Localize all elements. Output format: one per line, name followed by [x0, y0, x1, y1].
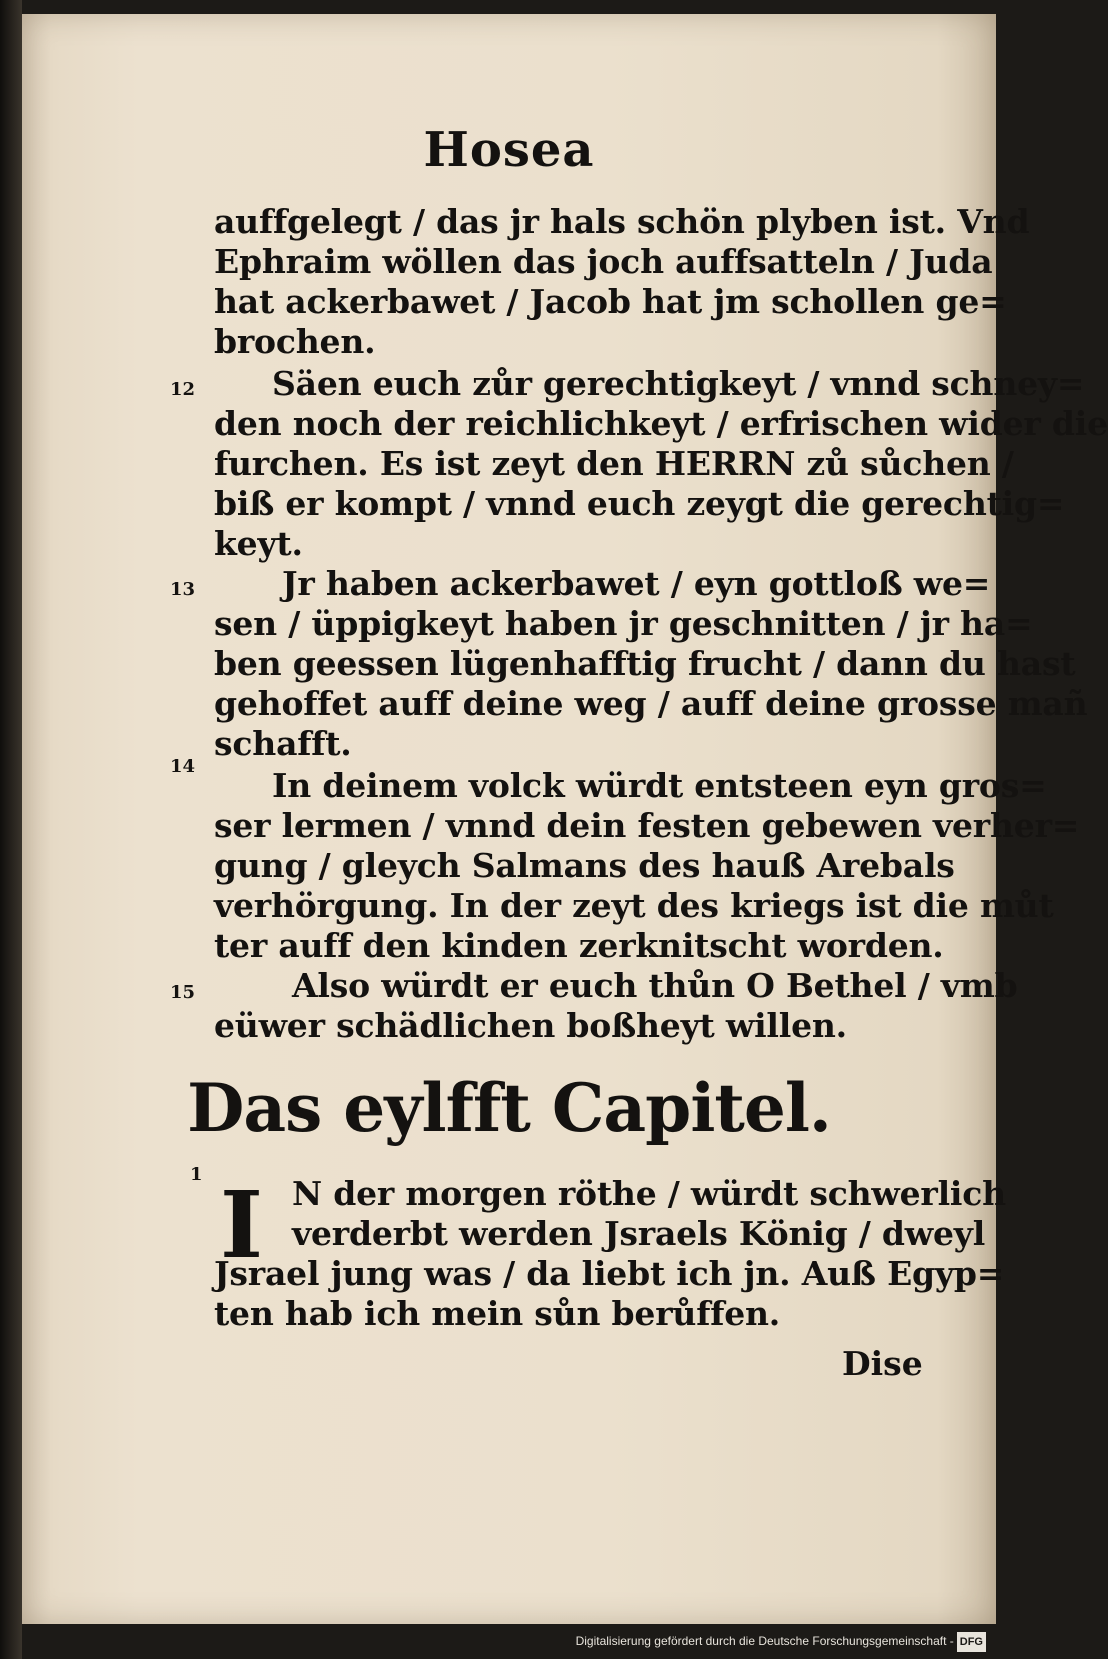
verse-number: 14: [170, 756, 196, 777]
text-line: Jsrael jung was / da liebt ich jn. Auß Egyp=: [214, 1254, 1005, 1293]
running-header: Hosea: [423, 122, 595, 178]
text-line: keyt.: [214, 524, 303, 563]
text-line: den noch der reichlichkeyt / erfrischen wider die: [214, 404, 1108, 443]
text-line: verhörgung. In der zeyt des kriegs ist die můt: [214, 886, 1054, 925]
footer-text: Digitalisierung gefördert durch die Deutsche Forschungsgemeinschaft -: [575, 1634, 954, 1648]
text-line: In deinem volck würdt entsteen eyn gros=: [272, 766, 1047, 805]
text-line: verderbt werden Jsraels König / dweyl: [292, 1214, 986, 1253]
book-page: [22, 14, 1108, 1624]
catchword: Dise: [842, 1344, 923, 1383]
page-text: [22, 14, 1108, 1624]
decorated-initial: I: [220, 1171, 264, 1279]
funding-footer: [576, 1631, 986, 1651]
text-line: Also würdt er euch thůn O Bethel / vmb: [292, 966, 1018, 1005]
verse-number: 1: [190, 1164, 203, 1185]
text-line: ten hab ich mein sůn berůffen.: [214, 1294, 781, 1333]
text-line: ben geessen lügenhafftig frucht / dann du hast: [214, 644, 1076, 683]
text-line: hat ackerbawet / Jacob hat jm schollen ge=: [214, 282, 1007, 321]
text-line: Ephraim wöllen das joch auffsatteln / Juda: [214, 242, 993, 281]
dfg-logo: DFG: [957, 1632, 986, 1652]
text-line: N der morgen röthe / würdt schwerlich: [292, 1174, 1006, 1213]
text-line: ser lermen / vnnd dein festen gebewen verher=: [214, 806, 1080, 845]
text-line: gung / gleych Salmans des hauß Arebals: [214, 846, 955, 885]
chapter-title: Das eylfft Capitel.: [187, 1069, 831, 1147]
book-spine-edge: [0, 0, 22, 1659]
text-line: biß er kompt / vnnd euch zeygt die gerechtig=: [214, 484, 1065, 523]
text-line: brochen.: [214, 322, 376, 361]
text-line: eüwer schädlichen boßheyt willen.: [214, 1006, 847, 1045]
text-line: sen / üppigkeyt haben jr geschnitten / jr ha=: [214, 604, 1033, 643]
text-line: Jr haben ackerbawet / eyn gottloß we=: [282, 564, 991, 603]
text-line: schafft.: [214, 724, 352, 763]
text-line: gehoffet auff deine weg / auff deine grosse mañ: [214, 684, 1088, 723]
text-line: ter auff den kinden zerknitscht worden.: [214, 926, 944, 965]
verse-number: 15: [170, 982, 196, 1003]
text-line: furchen. Es ist zeyt den HERRN zů sůchen /: [214, 444, 1014, 483]
verse-number: 12: [170, 379, 196, 400]
text-line: auffgelegt / das jr hals schön plyben ist. Vnd: [214, 202, 1030, 241]
verse-number: 13: [170, 579, 196, 600]
text-line: Säen euch zůr gerechtigkeyt / vnnd schney=: [272, 364, 1085, 403]
